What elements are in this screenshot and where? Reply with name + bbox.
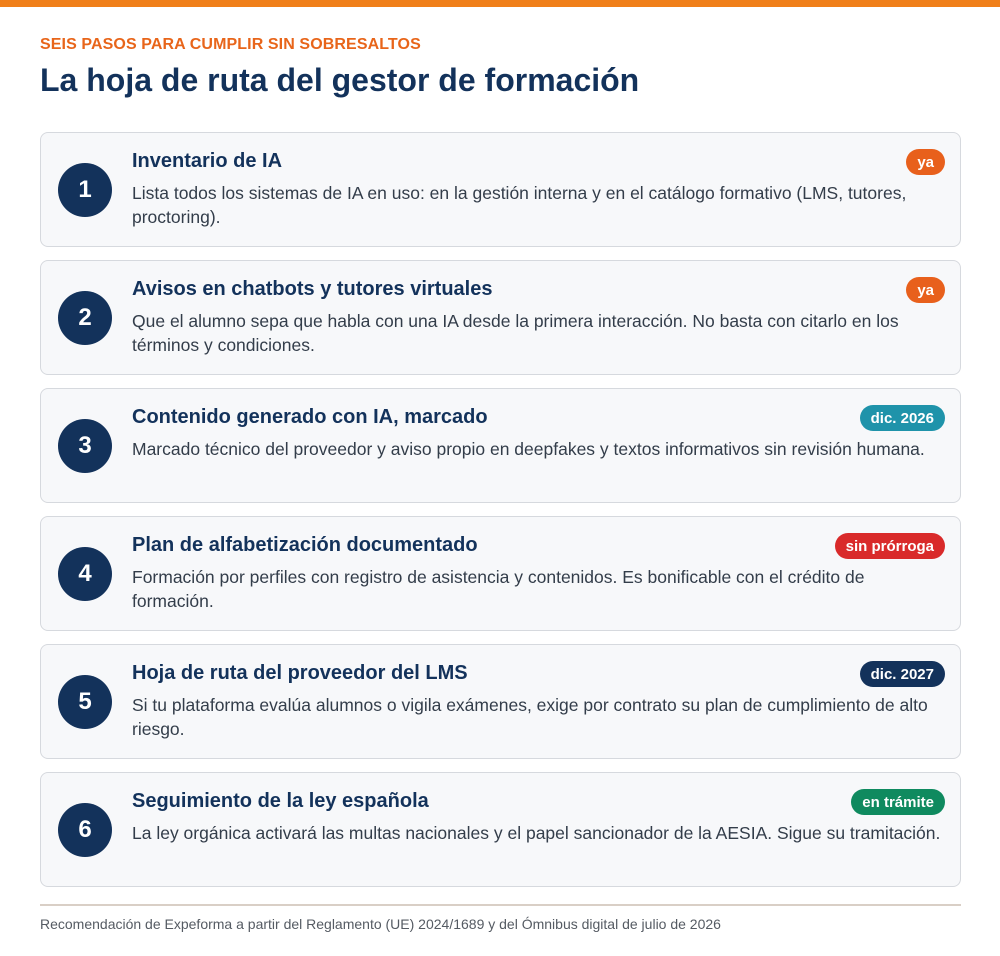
step-card-2: [40, 260, 961, 375]
step-number: 2: [58, 291, 112, 345]
status-badge: sin prórroga: [835, 533, 945, 559]
step-card-4: [40, 516, 961, 631]
step-description: La ley orgánica activará las multas nacionales y el papel sancionador de la AESIA. Sigue su tramitación.: [132, 823, 941, 843]
step-title: Hoja de ruta del proveedor del LMS: [132, 662, 468, 684]
step-number: 1: [58, 163, 112, 217]
step-card-3: [40, 388, 961, 503]
step-title: Plan de alfabetización documentado: [132, 534, 478, 556]
step-card-1: [40, 132, 961, 247]
status-badge: ya: [906, 149, 945, 175]
step-card-6: [40, 772, 961, 887]
step-number: 5: [58, 675, 112, 729]
step-title: Avisos en chatbots y tutores virtuales: [132, 278, 493, 300]
step-description: Si tu plataforma evalúa alumnos o vigila exámenes, exige por contrato su plan de cumplimiento de alto riesgo.: [132, 695, 928, 739]
status-badge: en trámite: [851, 789, 945, 815]
step-title: Contenido generado con IA, marcado: [132, 406, 488, 428]
step-description: Lista todos los sistemas de IA en uso: en la gestión interna y en el catálogo formativo (LMS, tutores, proctoring).: [132, 183, 907, 227]
step-description: Marcado técnico del proveedor y aviso propio en deepfakes y textos informativos sin revisión humana.: [132, 439, 925, 459]
step-title: Inventario de IA: [132, 150, 283, 172]
step-number: 3: [58, 419, 112, 473]
top-accent-bar: [0, 0, 1000, 7]
steps-list: [40, 132, 961, 900]
kicker: SEIS PASOS PARA CUMPLIR SIN SOBRESALTOS: [40, 36, 421, 53]
step-card-5: [40, 644, 961, 759]
page-title: La hoja de ruta del gestor de formación: [40, 62, 640, 98]
step-number: 4: [58, 547, 112, 601]
footer-divider: [40, 904, 961, 906]
step-title: Seguimiento de la ley española: [132, 790, 429, 812]
status-badge: dic. 2026: [860, 405, 945, 431]
step-description: Formación por perfiles con registro de asistencia y contenidos. Es bonificable con el crédito de formación.: [132, 567, 865, 611]
status-badge: dic. 2027: [860, 661, 945, 687]
footer-note: Recomendación de Expeforma a partir del Reglamento (UE) 2024/1689 y del Ómnibus digital de julio de 2026: [40, 916, 721, 932]
status-badge: ya: [906, 277, 945, 303]
step-number: 6: [58, 803, 112, 857]
step-description: Que el alumno sepa que habla con una IA desde la primera interacción. No basta con citarlo en los términos y condiciones.: [132, 311, 899, 355]
